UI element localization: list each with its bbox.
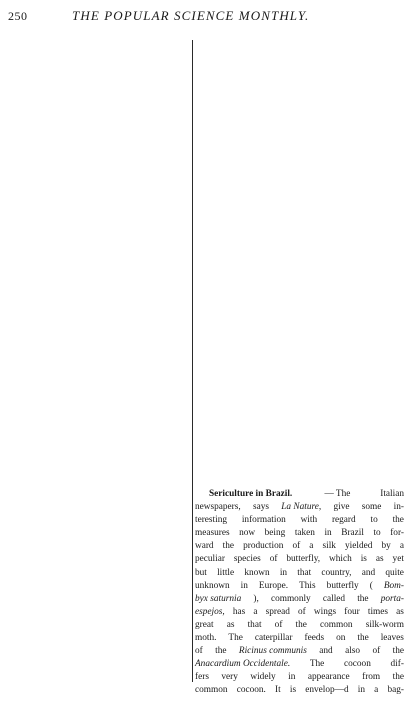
word: leaves — [380, 633, 404, 644]
word: some — [361, 502, 382, 513]
word: little — [217, 567, 235, 578]
word: peculiar — [195, 554, 225, 565]
word: species — [233, 554, 261, 565]
text-line — [195, 514, 404, 527]
word: — The — [322, 489, 351, 499]
word: espejos, — [195, 606, 225, 617]
word: spread — [265, 606, 290, 617]
word: appearance — [307, 672, 350, 683]
word: as — [396, 606, 404, 617]
text-line — [195, 527, 404, 540]
word: of — [274, 619, 283, 630]
text-line — [195, 684, 404, 697]
word: Ricinus communis — [238, 646, 307, 657]
word: also — [345, 646, 361, 657]
word: cocoon. — [236, 685, 266, 696]
word: that — [247, 619, 262, 630]
word: and — [319, 646, 333, 657]
word: measures — [195, 528, 230, 539]
word: byx saturnia — [195, 593, 242, 604]
word: in — [288, 672, 296, 683]
word: to — [373, 528, 381, 539]
text-line — [195, 488, 404, 501]
running-title: THE POPULAR SCIENCE MONTHLY. — [72, 8, 310, 23]
article-sericulture-in-brazil — [195, 488, 404, 698]
word: of — [195, 646, 203, 657]
word: butterfly, — [286, 554, 321, 565]
word: envelop—d — [305, 685, 349, 696]
word: by — [381, 541, 391, 552]
word: on — [336, 633, 346, 644]
word: as — [375, 554, 384, 565]
text-line — [195, 567, 404, 580]
word: Anacardium Occidentale. — [195, 659, 291, 670]
text-line — [195, 619, 404, 632]
word: with — [300, 515, 318, 526]
word: times — [367, 606, 389, 617]
word: four — [344, 606, 360, 617]
word: being — [264, 528, 286, 539]
word: in — [324, 528, 332, 539]
word: a — [374, 685, 379, 696]
word: of — [298, 606, 306, 617]
word: yet — [392, 554, 404, 565]
text-line — [195, 593, 404, 606]
word: is — [289, 685, 297, 696]
word: silk-worm — [365, 619, 404, 630]
word: teresting — [195, 515, 228, 526]
word: a — [399, 541, 404, 552]
word: yielded — [345, 541, 373, 552]
word: from — [362, 672, 381, 683]
word: very — [221, 672, 238, 683]
word: It — [275, 685, 281, 696]
text-line — [195, 645, 404, 658]
word: The — [228, 633, 243, 644]
text-line — [195, 671, 404, 684]
word: common — [195, 685, 228, 696]
word: butterfly — [326, 580, 359, 591]
word: widely — [250, 672, 276, 683]
word: commonly — [270, 593, 311, 604]
word: of — [292, 541, 301, 552]
word: silk — [322, 541, 336, 552]
word: quite — [385, 567, 404, 578]
word: a — [253, 606, 258, 617]
word: common — [320, 619, 353, 630]
word: known — [244, 567, 270, 578]
word: great — [195, 619, 214, 630]
word: to — [370, 515, 378, 526]
word: and — [361, 567, 376, 578]
page-number: 250 — [8, 9, 28, 23]
word: moth. — [195, 633, 217, 644]
word: cocoon — [344, 659, 371, 670]
word: Italian — [380, 489, 404, 499]
word: The — [309, 659, 325, 670]
word: dif- — [390, 659, 404, 670]
word: now — [239, 528, 256, 539]
word: ward — [195, 541, 214, 552]
word: says — [252, 502, 269, 513]
word: the — [215, 646, 227, 657]
word: caterpillar — [254, 633, 293, 644]
word: the — [392, 515, 404, 526]
text-line — [195, 632, 404, 645]
word: bag- — [387, 685, 404, 696]
word: a — [309, 541, 314, 552]
word: has — [232, 606, 246, 617]
text-line — [195, 501, 404, 514]
word: porta- — [380, 593, 404, 604]
text-line — [195, 580, 404, 593]
word: Brazil — [341, 528, 364, 539]
word: La Nature, — [281, 502, 322, 513]
word: wings — [313, 606, 337, 617]
word: of — [269, 554, 278, 565]
word: the — [357, 633, 369, 644]
word: the — [357, 593, 369, 604]
word: taken — [294, 528, 315, 539]
word: newspapers, — [195, 502, 241, 513]
word: for- — [390, 528, 404, 539]
word: which — [329, 554, 352, 565]
word: the — [392, 672, 404, 683]
word: production — [243, 541, 284, 552]
word: regard — [331, 515, 356, 526]
word: as — [226, 619, 235, 630]
word: in- — [393, 502, 404, 513]
text-line — [195, 606, 404, 619]
word: fers — [195, 672, 209, 683]
word: in — [357, 685, 365, 696]
word: but — [195, 567, 207, 578]
text-line — [195, 658, 404, 671]
word: that — [297, 567, 312, 578]
word: called — [322, 593, 346, 604]
word: the — [295, 619, 307, 630]
word: of — [372, 646, 381, 657]
word: give — [333, 502, 350, 513]
word: country, — [321, 567, 352, 578]
word: ), — [253, 593, 259, 604]
word: Europe. — [258, 580, 289, 591]
word: in — [240, 580, 248, 591]
word: information — [241, 515, 286, 526]
word: the — [392, 646, 404, 657]
word: unknown — [195, 580, 230, 591]
word: ( — [369, 580, 373, 591]
word: Bom- — [383, 580, 404, 591]
word: feeds — [304, 633, 325, 644]
text-line — [195, 553, 404, 566]
word: This — [299, 580, 316, 591]
word: is — [360, 554, 367, 565]
column-divider-rule — [192, 40, 193, 682]
article-heading: Sericulture in Brazil. — [209, 489, 293, 499]
word: in — [279, 567, 288, 578]
word: the — [222, 541, 235, 552]
text-line — [195, 540, 404, 553]
